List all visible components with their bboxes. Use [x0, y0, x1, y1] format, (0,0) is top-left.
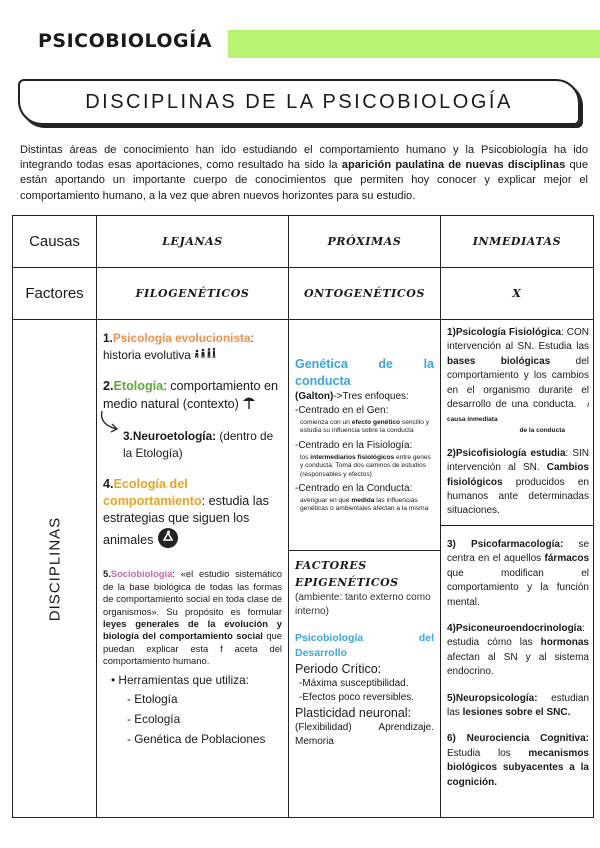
neuropsicologia	[447, 692, 589, 721]
genetica-block	[289, 320, 440, 551]
intro-paragraph	[20, 143, 588, 204]
factor-filogeneticos: FILOGENÉTICOS	[97, 268, 289, 320]
item-desc: : «el estudio sistemático de la base biológica de todas las formas de comportamiento social en toda clase de organismos». Su propósito es formular	[103, 568, 282, 617]
col-header-proximas: PRÓXIMAS	[289, 216, 441, 268]
item-psicologia-evolucionista	[103, 330, 282, 364]
row-label-causas: Causas	[13, 216, 97, 268]
item-desc-2: que puedan explicar esta f aceta del comportamiento humano.	[103, 630, 282, 667]
enfoque-conducta: -Centrado en la Conducta:	[295, 483, 413, 495]
genetica-title-2: conducta	[295, 374, 351, 388]
item-name: Sociobiología	[110, 568, 173, 580]
tool-item: - Ecología	[127, 711, 282, 728]
item-desc: : historia evolutiva	[103, 331, 254, 362]
desc-b: efecto genético	[351, 419, 401, 426]
tools-list	[103, 672, 282, 748]
discipline-name: 6) Neurociencia Cognitiva:	[447, 733, 589, 745]
evolution-icon	[194, 347, 216, 364]
discipline-desc: : estudia cómo las	[447, 622, 585, 649]
desc-a: comienza con un	[300, 419, 352, 426]
item-sociobiologia	[103, 568, 282, 667]
inmediatas-top	[441, 320, 593, 526]
genetica-title: Genética de la	[295, 357, 434, 371]
enfoque-conducta-desc	[300, 497, 434, 514]
discipline-desc: se centra en el aquellos	[447, 538, 590, 565]
tools-label-text: Herramientas que utiliza:	[118, 672, 249, 687]
item-desc: : comportamiento en medio natural (contexto)	[103, 379, 279, 412]
item-number: 1.	[103, 331, 113, 345]
tool-item: - Etología	[127, 691, 282, 708]
discipline-desc-2: que modifican el comportamiento y la función mental.	[447, 567, 589, 608]
discipline-highlight: Cambios fisiológicos	[447, 462, 589, 488]
intro-text-2: que están aportando un importante cuerpo de conocimientos que permiten hoy conocer y explicar mejor el comportamiento humano, a la vez que abren nuevos horizontes para su estudio.	[20, 159, 588, 202]
page-title: DISCIPLINAS DE LA PSICOBIOLOGÍA	[18, 79, 580, 125]
brand-title: PSICOBIOLOGÍA	[38, 30, 212, 52]
item-name: Psicología evolucionista	[112, 331, 251, 345]
psicofisiologia	[447, 447, 589, 519]
enfoque-fisiologia-desc	[300, 454, 434, 479]
epigeneticos-title: FACTORES	[295, 559, 367, 572]
lejanas-disciplines	[97, 320, 289, 818]
intro-text-1: Distintas áreas de conocimiento han ido estudiando el comportamiento humano y la Psicobiología ha ido integrando todas esas aportaciones, como resultado ha sido la	[20, 144, 588, 172]
periodo-critico-1: -Máxima susceptibilidad.	[299, 678, 409, 689]
item-number: 3.	[123, 429, 133, 444]
desc-b: medida	[351, 497, 375, 505]
item-number: 5.	[103, 568, 111, 580]
item-ecologia	[103, 476, 282, 554]
item-highlight: leyes generales de la evolución y biología del comportamiento social	[103, 618, 282, 642]
galton-rest: ->Tres enfoques:	[333, 391, 409, 402]
epigeneticos-title-2: EPIGENÉTICOS	[295, 576, 399, 589]
col-header-inmediatas: INMEDIATAS	[441, 216, 594, 268]
enfoque-gen-desc	[300, 419, 434, 436]
psd-word-2: del	[418, 632, 434, 644]
desc-c: las influencias genéticas o ambientales afectan a la misma	[300, 497, 429, 513]
psicofarmacologia	[447, 538, 589, 610]
psd-word-3: Desarrollo	[295, 647, 347, 659]
plasticidad-title: Plasticidad neuronal:	[295, 706, 412, 720]
arrow-icon	[99, 410, 123, 441]
tool-item: - Genética de Poblaciones	[127, 731, 282, 748]
item-name: Etología	[113, 379, 164, 394]
discipline-highlight: mecanismos biológicos subyacentes a la cognición.	[447, 747, 589, 788]
desc-a: los	[300, 453, 311, 461]
galton-line	[295, 390, 434, 404]
discipline-desc-2: del comportamiento y los cambios en el organismo durante el desarrollo de una conducta.	[447, 355, 589, 411]
periodo-critico-2: -Efectos poco reversibles.	[299, 692, 415, 703]
desc-a: averiguar en qué	[300, 497, 352, 505]
enfoque-fisiologia: -Centrado en la Fisiología:	[295, 439, 413, 451]
psicologia-fisiologica	[447, 326, 589, 435]
discipline-name: 4)Psiconeuroendocrinología	[447, 622, 583, 634]
item-number: 4.	[103, 477, 114, 492]
col-header-lejanas: LEJANAS	[97, 216, 289, 268]
epigeneticos-desc: (ambiente: tanto externo como interno)	[295, 592, 431, 617]
discipline-highlight: bases biológicas	[447, 355, 551, 367]
accent-bar	[228, 30, 600, 58]
psicobiologia-desarrollo	[295, 631, 434, 661]
row-label-disciplinas	[13, 320, 97, 818]
note-1: / causa inmediata	[447, 402, 589, 424]
desc-c: entre genes y conducta. Toma dos caminos de estudios (responsables y efectos)	[300, 453, 431, 478]
enfoque-gen: -Centrado en el Gen:	[295, 405, 389, 416]
note-2: de la conducta	[519, 426, 565, 434]
tools-label: • Herramientas que utiliza:	[111, 672, 249, 687]
desc-b: intermediarios fisiológicos	[310, 453, 395, 461]
proximas-disciplines	[289, 320, 441, 818]
discipline-desc: Estudia los	[447, 747, 529, 759]
discipline-highlight: lesiones sobre el SNC.	[462, 706, 571, 718]
discipline-name: 5)Neuropsicología:	[447, 692, 538, 704]
neurociencia-cognitiva	[447, 732, 589, 790]
discipline-highlight: fármacos	[544, 553, 589, 565]
epigeneticos-block	[289, 551, 440, 755]
discipline-name: 3) Psicofarmacología:	[447, 538, 564, 550]
plasticidad-desc: (Flexibilidad) Aprendizaje. Memoria	[295, 722, 434, 747]
intro-highlight: aparición paulatina de nuevas disciplinas	[341, 159, 566, 172]
discipline-desc: estudian las	[447, 692, 589, 718]
discipline-desc: : CON intervención al SN. Estudia las	[447, 327, 590, 353]
discipline-desc-2: afectan al SN y al sistema endocrino.	[447, 651, 589, 678]
item-desc: (dentro de la Etología)	[123, 429, 274, 461]
disciplines-table	[12, 215, 594, 818]
item-desc: : estudia las estrategias que siguen los animales	[103, 494, 269, 548]
row-label-factores: Factores	[13, 268, 97, 320]
discipline-desc: : SIN intervención al SN.	[447, 447, 589, 474]
psd-word-1: Psicobiología	[295, 632, 364, 644]
desc-c: sencillo y estudia su influencia sobre la conducta	[300, 419, 430, 435]
inmediatas-bottom	[441, 526, 593, 794]
tree-icon	[242, 395, 256, 414]
item-name: Ecología del comportamiento	[103, 477, 202, 509]
item-neuroetologia	[103, 428, 282, 462]
item-etologia	[103, 378, 282, 414]
factor-x: X	[441, 268, 594, 320]
inmediatas-disciplines	[441, 320, 594, 818]
discipline-name: 1)Psicología Fisiológica	[447, 327, 562, 338]
discipline-highlight: hormonas	[540, 637, 589, 649]
disciplinas-label: DISCIPLINAS	[46, 516, 63, 621]
item-number: 2.	[103, 379, 114, 394]
factor-ontogeneticos: ONTOGENÉTICOS	[289, 268, 441, 320]
psiconeuroendocrinologia	[447, 622, 589, 680]
galton: (Galton)	[295, 391, 334, 402]
discipline-name: 2)Psicofisiología estudia	[447, 447, 566, 459]
item-name: Neuroetología:	[132, 429, 217, 444]
recycle-icon	[157, 527, 179, 554]
periodo-critico-title: Periodo Crítico:	[295, 662, 382, 676]
discipline-desc-2: producidos en humanos ante determinadas situaciones.	[447, 476, 589, 517]
